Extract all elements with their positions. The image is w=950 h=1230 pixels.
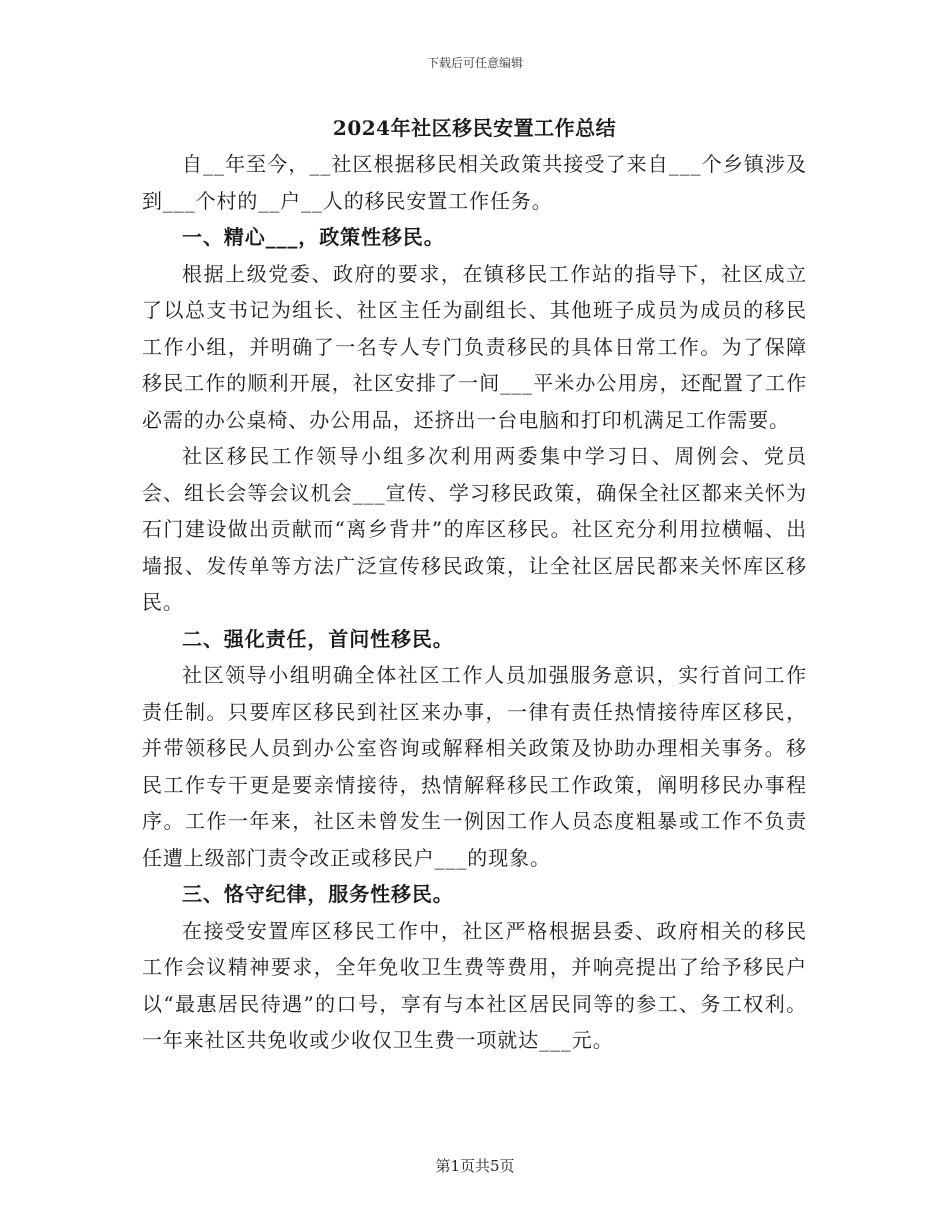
page-number: 第1页共5页 <box>435 1157 515 1175</box>
paragraph-section3: 在接受安置库区移民工作中，社区严格根据县委、政府相关的移民工作会议精神要求，全年免收卫生费等费用，并响亮提出了给予移民户以“最惠居民待遇”的口号，享有与本社区居民同等的参工、务工权利。一年来社区共免收或少收仅卫生费一项就达___元。 <box>142 918 807 1052</box>
header-note: 下载后可任意编辑 <box>426 56 523 70</box>
paragraph-intro: 自__年至今，__社区根据移民相关政策共接受了来自___个乡镇涉及到___个村的__户__人的移民安置工作任务。 <box>142 152 807 213</box>
section-heading-2: 二、强化责任，首问性移民。 <box>182 626 454 651</box>
paragraph-section2: 社区领导小组明确全体社区工作人员加强服务意识，实行首问工作责任制。只要库区移民到社区来办事，一律有责任热情接待库区移民，并带领移民人员到办公室咨询或解释相关政策及协助办理相关事务。移民工作专干更是要亲情接待，热情解释移民工作政策，阐明移民办事程序。工作一年来，社区未曾发生一例因工作人员态度粗暴或工作不负责任遭上级部门责令改正或移民户___的现象。 <box>142 663 807 870</box>
section-heading-1: 一、精心___，政策性移民。 <box>182 225 445 249</box>
section-heading-3: 三、恪守纪律，服务性移民。 <box>182 882 454 906</box>
paragraph-section1-a: 根据上级党委、政府的要求，在镇移民工作站的指导下，社区成立了以总支书记为组长、社区主任为副组长、其他班子成员为成员的移民工作小组，并明确了一名专人专门负责移民的具体日常工作。为了保障移民工作的顺利开展，社区安排了一间___平米办公用房，还配置了工作必需的办公桌椅、办公用品，还挤出一台电脑和打印机满足工作需要。 <box>142 261 807 432</box>
document-body <box>142 112 807 1059</box>
document-title: 2024年社区移民安置工作总结 <box>332 116 617 140</box>
paragraph-section1-b: 社区移民工作领导小组多次利用两委集中学习日、周例会、党员会、组长会等会议机会___宣传、学习移民政策，确保全社区都来关怀为石门建设做出贡献而“离乡背井”的库区移民。社区充分利用拉横幅、出墙报、发传单等方法广泛宣传移民政策，让全社区居民都来关怀库区移民。 <box>142 444 807 614</box>
